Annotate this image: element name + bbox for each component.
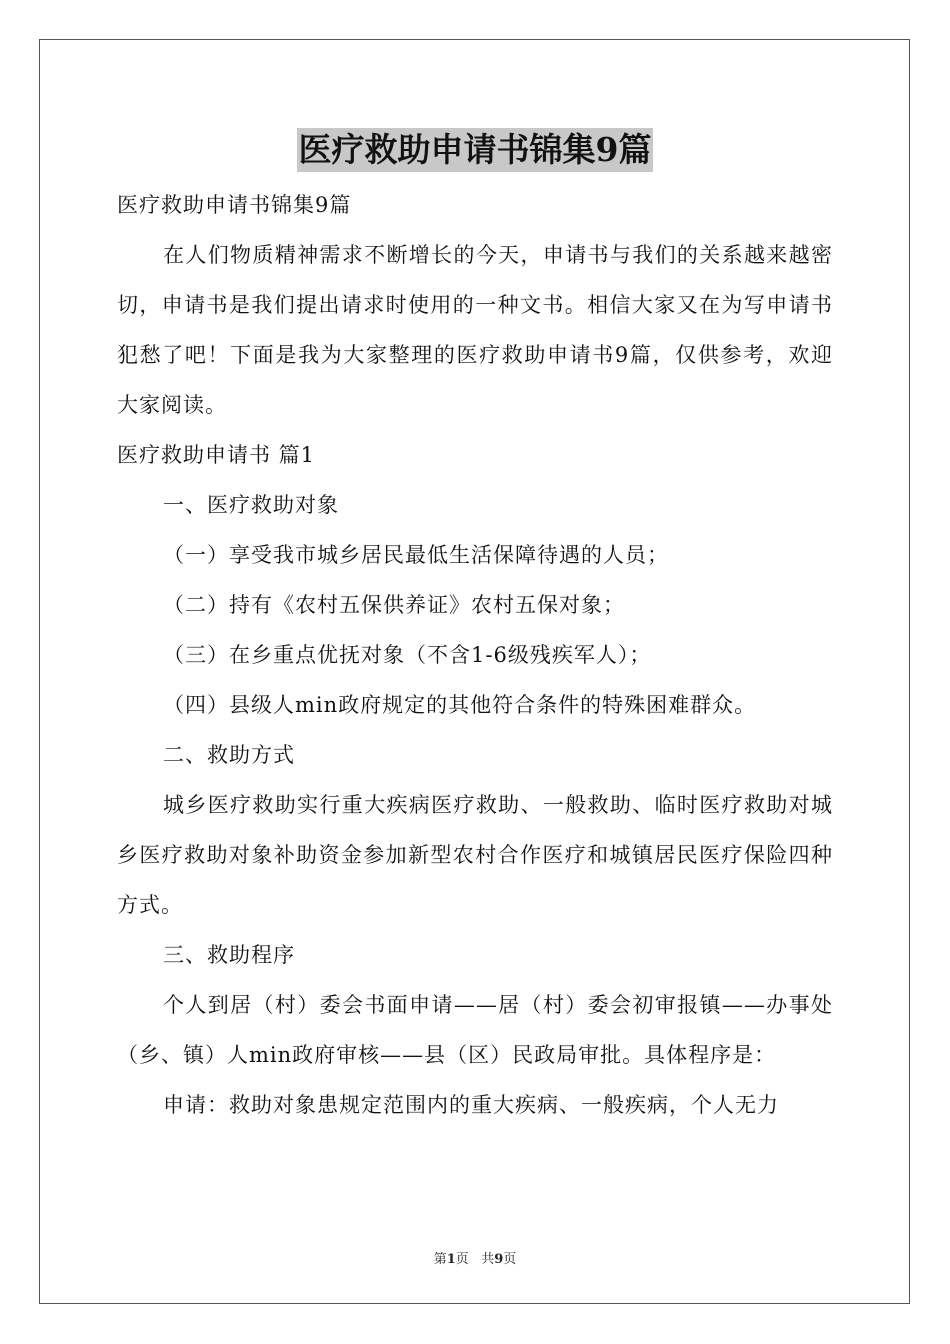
footer-total-pages: 9 (494, 1252, 504, 1267)
paragraph-application: 申请：救助对象患规定范围内的重大疾病、一般疾病，个人无力 (163, 1093, 779, 1117)
footer-total-unit: 页 (503, 1252, 517, 1267)
list-item-1: （一）享受我市城乡居民最低生活保障待遇的人员； (163, 543, 669, 567)
paragraph-subtitle: 医疗救助申请书锦集9篇 (117, 193, 352, 217)
paragraph-procedure: 个人到居（村）委会书面申请——居（村）委会初审报镇——办事处（乡、镇）人min政府审核——县（区）民政局审批。具体程序是： (117, 993, 833, 1067)
heading-recipients: 一、医疗救助对象 (163, 493, 339, 517)
section-heading-1: 医疗救助申请书 篇1 (117, 443, 316, 467)
footer-prefix: 第 (433, 1252, 447, 1267)
document-title: 医疗救助申请书锦集9篇 (297, 128, 654, 172)
paragraph-intro: 在人们物质精神需求不断增长的今天，申请书与我们的关系越来越密切，申请书是我们提出请求时使用的一种文书。相信大家又在为写申请书犯愁了吧！下面是我为大家整理的医疗救助申请书9篇，仅供参考，欢迎大家阅读。 (117, 243, 833, 417)
footer-page-unit: 页 (455, 1252, 469, 1267)
footer-total-prefix: 共 (481, 1252, 495, 1267)
heading-methods: 二、救助方式 (163, 743, 295, 767)
heading-procedure: 三、救助程序 (163, 943, 295, 967)
list-item-2: （二）持有《农村五保供养证》农村五保对象； (163, 593, 625, 617)
title-container (0, 128, 950, 172)
list-item-3: （三）在乡重点优抚对象（不含1-6级残疾军人）； (163, 643, 652, 667)
document-body (117, 180, 833, 1130)
paragraph-methods: 城乡医疗救助实行重大疾病医疗救助、一般救助、临时医疗救助对城乡医疗救助对象补助资金参加新型农村合作医疗和城镇居民医疗保险四种方式。 (117, 793, 833, 917)
list-item-4: （四）县级人min政府规定的其他符合条件的特殊困难群众。 (163, 693, 757, 717)
footer-current-page: 1 (446, 1252, 456, 1267)
page-footer (0, 1248, 950, 1267)
